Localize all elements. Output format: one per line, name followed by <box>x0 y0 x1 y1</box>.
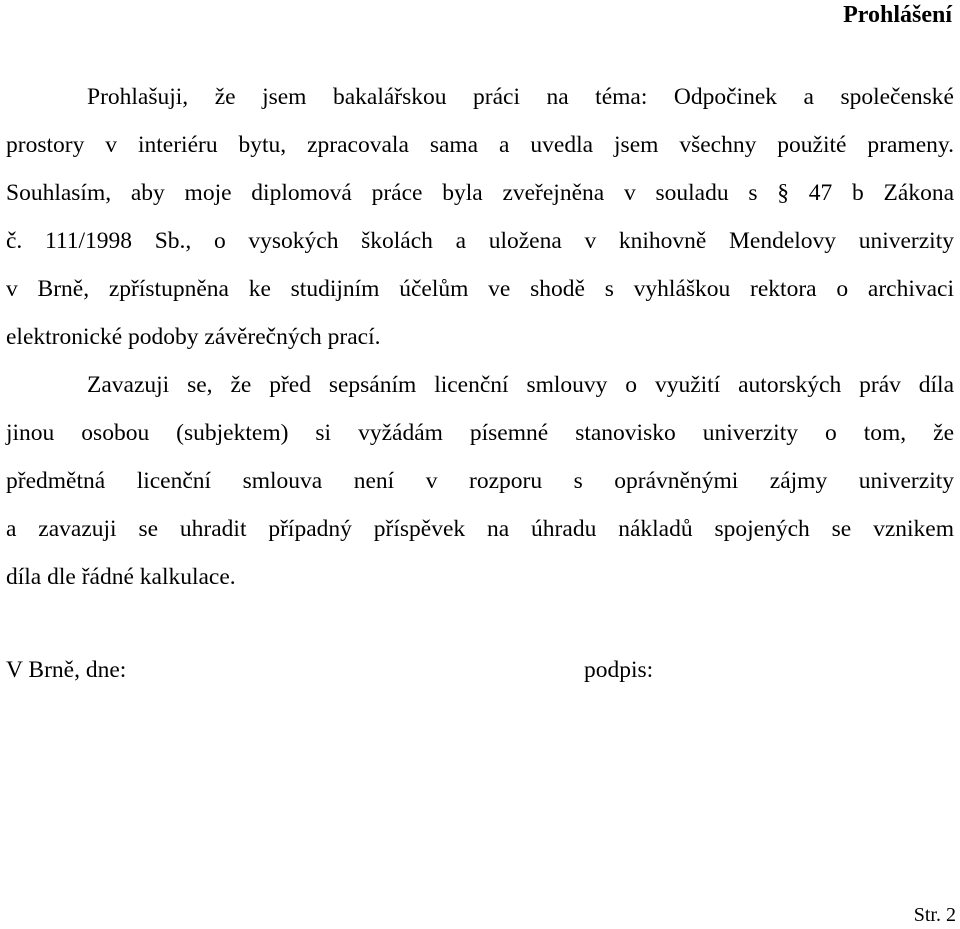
paragraph-1-line: Souhlasím, aby moje diplomová práce byla zveřejněna v souladu s § 47 b Zákona <box>6 180 954 206</box>
paragraph-1-line: č. 111/1998 Sb., o vysokých školách a uložena v knihovně Mendelovy univerzity <box>6 228 954 254</box>
paragraph-2-line: jinou osobou (subjektem) si vyžádám písemné stanovisko univerzity o tom, že <box>6 420 954 446</box>
signature-row <box>6 646 954 694</box>
paragraph-1-line: elektronické podoby závěrečných prací. <box>6 324 381 350</box>
paragraph-2-line: díla dle řádné kalkulace. <box>6 564 236 590</box>
paragraph-2-line: Zavazuji se, že před sepsáním licenční smlouvy o využití autorských práv díla <box>87 372 954 398</box>
page-number: Str. 2 <box>913 904 956 926</box>
paragraph-2-line: předmětná licenční smlouva není v rozporu s oprávněnými zájmy univerzity <box>6 468 954 494</box>
paragraph-1-line: prostory v interiéru bytu, zpracovala sama a uvedla jsem všechny použité prameny. <box>6 132 954 158</box>
signature-label: podpis: <box>584 657 654 683</box>
paragraph-2-line: a zavazuji se uhradit případný příspěvek na úhradu nákladů spojených se vznikem <box>6 516 954 542</box>
declaration-body <box>6 73 954 601</box>
place-date-label: V Brně, dne: <box>6 657 127 683</box>
document-title: Prohlášení <box>843 2 952 28</box>
paragraph-1-line: v Brně, zpřístupněna ke studijním účelům ve shodě s vyhláškou rektora o archivaci <box>6 276 954 302</box>
paragraph-1-line: Prohlašuji, že jsem bakalářskou práci na téma: Odpočinek a společenské <box>87 84 954 110</box>
